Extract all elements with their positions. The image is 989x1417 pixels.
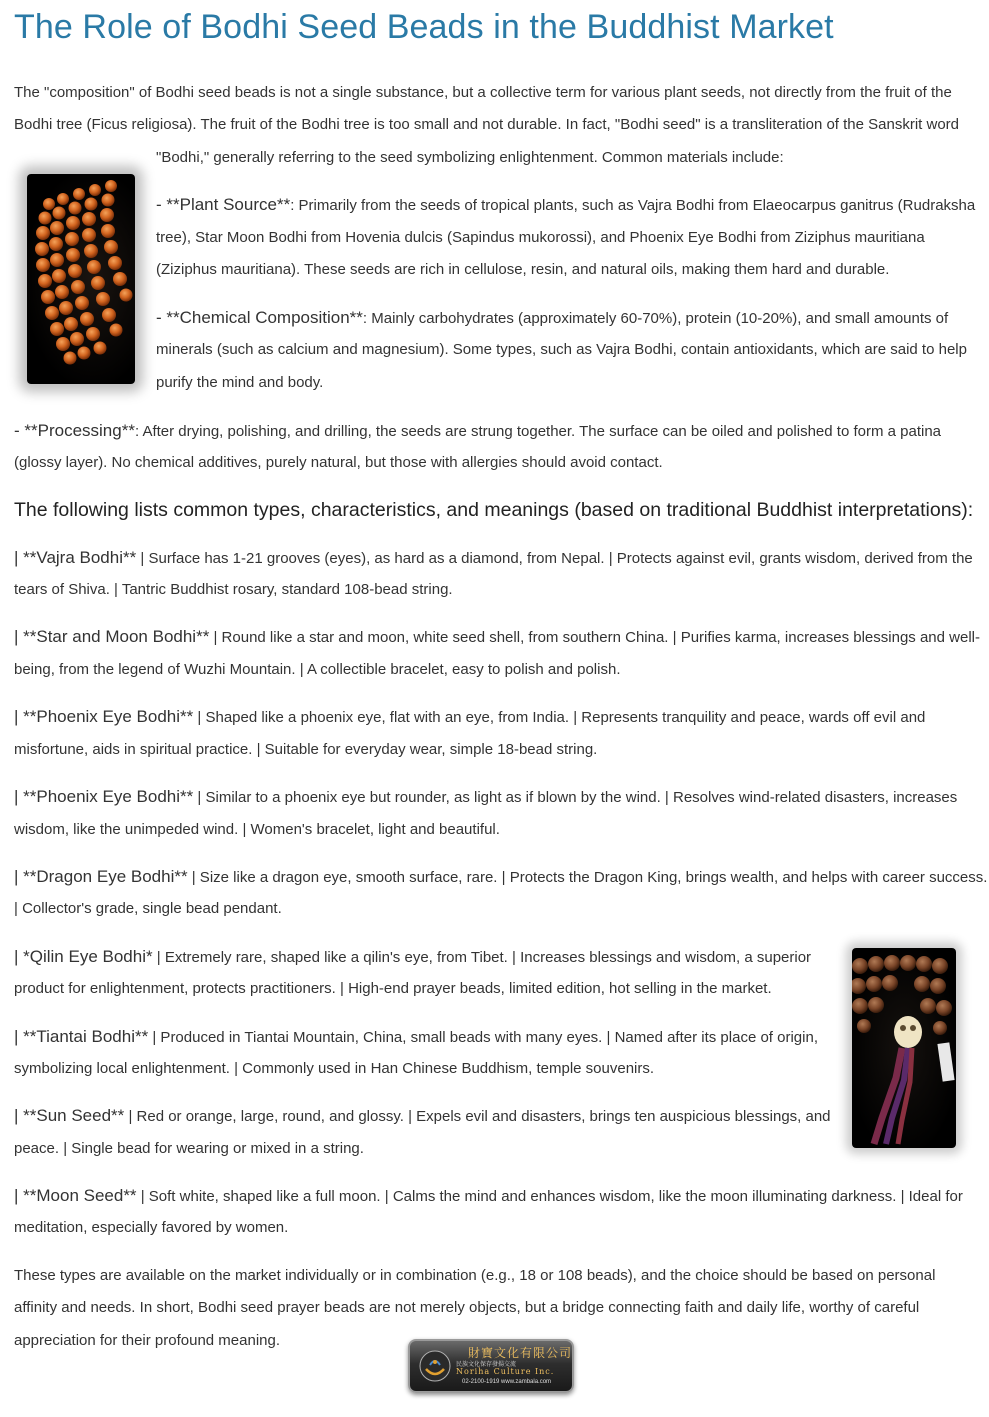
type-phoenix-eye-line-1 xyxy=(14,701,925,735)
type-phoenix-eye-2-name: | **Phoenix Eye Bodhi** xyxy=(14,787,194,806)
bullet-chemical-line-1 xyxy=(156,302,948,336)
logo-chinese-subtitle: 民族文化保存發揚交流 xyxy=(456,1362,517,1368)
type-tiantai-line-2: symbolizing local enlightenment. | Commonly used in Han Chinese Buddhism, temple souvenirs. xyxy=(14,1060,655,1077)
type-phoenix-eye-line-2: misfortune, aids in spiritual practice. | Suitable for everyday wear, simple 18-bead string. xyxy=(14,741,598,758)
bullet-plant-source-line-1 xyxy=(156,189,975,223)
conclusion-line-3: appreciation for their profound meaning. xyxy=(14,1332,281,1349)
type-qilin-eye-line-2: product for enlightenment, protects practitioners. | High-end prayer beads, limited edition, hot selling in the market. xyxy=(14,980,772,997)
bullet-chemical-line-3: purify the mind and body. xyxy=(156,374,324,391)
type-moon-seed-line-1 xyxy=(14,1180,963,1214)
type-dragon-eye-name: | **Dragon Eye Bodhi** xyxy=(14,867,188,886)
bullet-plant-source-line-3: (Ziziphus mauritiana). These seeds are rich in cellulose, resin, and natural oils, making them hard and durable. xyxy=(156,261,890,278)
type-vajra-desc: | Surface has 1-21 grooves (eyes), as hard as a diamond, from Nepal. | Protects against evil, grants wisdom, derived from the xyxy=(136,550,973,567)
type-tiantai-desc: | Produced in Tiantai Mountain, China, small beads with many eyes. | Named after its place of origin, xyxy=(148,1029,818,1046)
type-qilin-eye-name: | *Qilin Eye Bodhi* xyxy=(14,947,153,966)
type-vajra-name: | **Vajra Bodhi** xyxy=(14,548,137,567)
type-vajra-line-2: tears of Shiva. | Tantric Buddhist rosary, standard 108-bead string. xyxy=(14,581,453,598)
type-dragon-eye-line-2: | Collector's grade, single bead pendant. xyxy=(14,900,282,917)
type-tiantai-name: | **Tiantai Bodhi** xyxy=(14,1027,149,1046)
type-sun-seed-line-2: peace. | Single bead for wearing or mixed in a string. xyxy=(14,1140,364,1157)
type-star-moon-line-1 xyxy=(14,621,980,655)
type-dragon-eye-desc: | Size like a dragon eye, smooth surface, rare. | Protects the Dragon King, brings wealth, and helps with career success. xyxy=(187,869,988,886)
type-phoenix-eye-2-line-1 xyxy=(14,781,957,815)
conclusion-line-1: These types are available on the market individually or in combination (e.g., 18 or 108 beads), and the choice should be based on personal xyxy=(14,1267,936,1284)
brown-prayer-beads-tassel-image xyxy=(852,948,956,1148)
intro-line-1: The "composition" of Bodhi seed beads is not a single substance, but a collective term for various plant seeds, not directly from the fruit of the xyxy=(14,84,952,101)
bullet-processing-line-1 xyxy=(14,415,941,449)
bullet-chemical-line-2: minerals (such as calcium and magnesium). Some types, such as Vajra Bodhi, contain antioxidants, which are said to help xyxy=(156,341,967,358)
type-phoenix-eye-name: | **Phoenix Eye Bodhi** xyxy=(14,707,194,726)
logo-chinese-name: 財寶文化有限公司 xyxy=(468,1346,573,1360)
type-tiantai-line-1 xyxy=(14,1021,818,1055)
logo-english-name: Noriha Culture Inc. xyxy=(456,1367,555,1376)
bullet-chemical-heading: - **Chemical Composition** xyxy=(156,308,363,327)
types-subheading: The following lists common types, characteristics, and meanings (based on traditional Buddhist interpretations): xyxy=(14,499,974,521)
type-phoenix-eye-desc: | Shaped like a phoenix eye, flat with an eye, from India. | Represents tranquility and peace, wards off evil and xyxy=(193,709,926,726)
type-moon-seed-desc: | Soft white, shaped like a full moon. | Calms the mind and enhances wisdom, like the moon illuminating darkness. | Ideal for xyxy=(136,1188,963,1205)
type-phoenix-eye-2-line-2: wisdom, like the unimpeded wind. | Women's bracelet, light and beautiful. xyxy=(14,821,500,838)
lotus-logo-icon xyxy=(418,1349,452,1383)
type-vajra-line-1 xyxy=(14,542,973,576)
bullet-processing-text: : After drying, polishing, and drilling, the seeds are strung together. The surface can be oiled and polished to form a patina xyxy=(134,423,942,440)
logo-contact: 02-2100-1919 www.zambala.com xyxy=(462,1379,552,1385)
type-qilin-eye-desc: | Extremely rare, shaped like a qilin's eye, from Tibet. | Increases blessings and wisdom, a superior xyxy=(152,949,812,966)
intro-line-3: "Bodhi," generally referring to the seed symbolizing enlightenment. Common materials include: xyxy=(156,149,784,166)
type-sun-seed-desc: | Red or orange, large, round, and glossy. | Expels evil and disasters, brings ten auspicious blessings, and xyxy=(124,1108,831,1125)
bullet-chemical-text: : Mainly carbohydrates (approximately 60-70%), protein (10-20%), and small amounts of xyxy=(362,310,949,327)
bullet-plant-source-line-2: tree), Star Moon Bodhi from Hovenia dulcis (Sapindus mukorossi), and Phoenix Eye Bodhi from Ziziphus mauritiana xyxy=(156,229,925,246)
type-sun-seed-name: | **Sun Seed** xyxy=(14,1106,125,1125)
bullet-processing-line-2: (glossy layer). No chemical additives, purely natural, but those with allergies should avoid contact. xyxy=(14,454,663,471)
type-moon-seed-name: | **Moon Seed** xyxy=(14,1186,137,1205)
orange-bead-strands-image xyxy=(27,174,135,384)
publisher-logo xyxy=(408,1339,574,1393)
page-title: The Role of Bodhi Seed Beads in the Buddhist Market xyxy=(14,8,834,46)
type-star-moon-desc: | Round like a star and moon, white seed shell, from southern China. | Purifies karma, increases blessings and well- xyxy=(209,629,980,646)
bullet-plant-source-heading: - **Plant Source** xyxy=(156,195,291,214)
intro-line-2: Bodhi tree (Ficus religiosa). The fruit of the Bodhi tree is too small and not durable. In fact, "Bodhi seed" is a transliteration of the Sanskrit word xyxy=(14,116,960,133)
type-star-moon-line-2: being, from the legend of Wuzhi Mountain. | A collectible bracelet, easy to polish and polish. xyxy=(14,661,621,678)
type-moon-seed-line-2: meditation, especially favored by women. xyxy=(14,1219,289,1236)
bullet-plant-source-text: : Primarily from the seeds of tropical plants, such as Vajra Bodhi from Elaeocarpus ganitrus (Rudraksha xyxy=(290,197,976,214)
type-dragon-eye-line-1 xyxy=(14,861,987,895)
bullet-processing-heading: - **Processing** xyxy=(14,421,135,440)
type-star-moon-name: | **Star and Moon Bodhi** xyxy=(14,627,210,646)
conclusion-line-2: affinity and needs. In short, Bodhi seed prayer beads are not merely objects, but a bridge connecting faith and daily life, worthy of careful xyxy=(14,1299,920,1316)
type-sun-seed-line-1 xyxy=(14,1100,831,1134)
type-phoenix-eye-2-desc: | Similar to a phoenix eye but rounder, as light as if blown by the wind. | Resolves wind-related disasters, increases xyxy=(193,789,958,806)
type-qilin-eye-line-1 xyxy=(14,941,811,975)
